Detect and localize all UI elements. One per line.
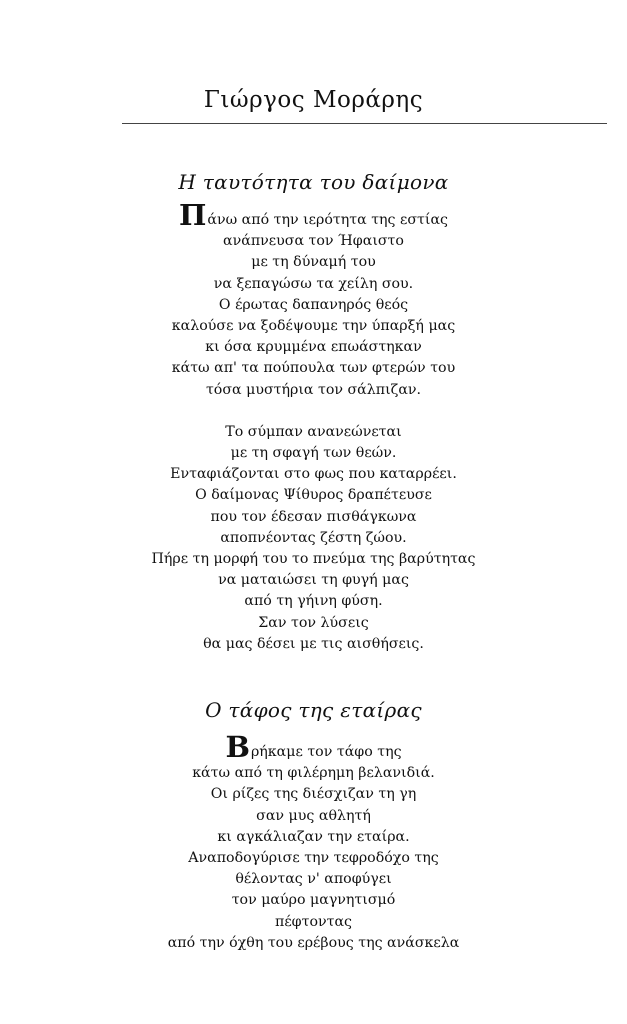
poem-line: Ενταφιάζονται στο φως που καταρρέει. xyxy=(170,466,457,483)
poem-line: θέλοντας ν' αποφύγει xyxy=(235,871,392,888)
poem-line: Ο δαίμονας Ψίθυρος δραπέτευσε xyxy=(195,487,432,504)
poem-line: Πήρε τη μορφή του το πνεύμα της βαρύτητας xyxy=(151,551,476,568)
poem-line: Το σύμπαν ανανεώνεται xyxy=(225,423,402,440)
poem-line: Οι ρίζες της διέσχιζαν τη γη xyxy=(210,786,417,803)
poem-1 xyxy=(0,168,627,655)
poem-1-body xyxy=(0,198,627,655)
poem-line: από την όχθη του ερέβους της ανάσκελα xyxy=(167,934,460,951)
author-name: Γιώργος Μοράρης xyxy=(203,87,424,113)
poem-2-drop-cap: Β xyxy=(225,730,250,764)
poem-1-drop-cap: Π xyxy=(179,198,207,232)
poem-2 xyxy=(0,696,627,954)
poem-line: που τον έδεσαν πισθάγκωνα xyxy=(210,508,417,525)
poem-line: αποπνέοντας ζέστη ζώου. xyxy=(220,529,407,546)
poem-line: κι όσα κρυμμένα επωάστηκαν xyxy=(205,339,422,356)
poem-1-title: Η ταυτότητα του δαίμονα xyxy=(178,170,449,194)
poem-line: κάτω από τη φιλέρημη βελανιδιά. xyxy=(192,765,435,782)
poem-2-body xyxy=(0,730,627,954)
header-rule xyxy=(122,123,607,124)
poem-line: από τη γήινη φύση. xyxy=(244,593,383,610)
poem-line: κι αγκάλιαζαν την εταίρα. xyxy=(217,828,410,845)
poem-line: Αναποδογύρισε την τεφροδόχο της xyxy=(188,850,439,867)
poem-1-first-line xyxy=(0,198,627,232)
poem-2-first-line xyxy=(0,730,627,764)
poem-line: να ματαιώσει τη φυγή μας xyxy=(218,572,409,589)
poem-line: σαν μυς αθλητή xyxy=(256,807,371,824)
poem-line: τόσα μυστήρια τον σάλπιζαν. xyxy=(205,381,422,398)
poem-1-first-line-text: άνω από την ιερότητα της εστίας xyxy=(207,212,448,228)
poem-line: πέφτοντας xyxy=(275,913,352,930)
poem-2-first-line-text: ρήκαμε τον τάφο της xyxy=(250,744,402,760)
poem-line: κάτω απ' τα πούπουλα των φτερών του xyxy=(171,360,456,377)
poem-line: ανάπνευσα τον Ήφαιστο xyxy=(223,233,404,250)
poem-line: τον μαύρο μαγνητισμό xyxy=(231,892,396,909)
poem-line: Ο έρωτας δαπανηρός θεός xyxy=(218,296,409,313)
poem-line: με τη σφαγή των θεών. xyxy=(230,445,397,462)
poem-line: θα μας δέσει με τις αισθήσεις. xyxy=(203,635,424,652)
poem-2-title: Ο τάφος της εταίρας xyxy=(205,698,422,722)
poem-line: καλούσε να ξοδέψουμε την ύπαρξή μας xyxy=(171,318,456,335)
poem-line: με τη δύναμή του xyxy=(251,254,376,271)
stanza-break xyxy=(0,401,627,422)
poem-line: να ξεπαγώσω τα χείλη σου. xyxy=(213,275,414,292)
poem-line: Σαν τον λύσεις xyxy=(258,614,369,631)
